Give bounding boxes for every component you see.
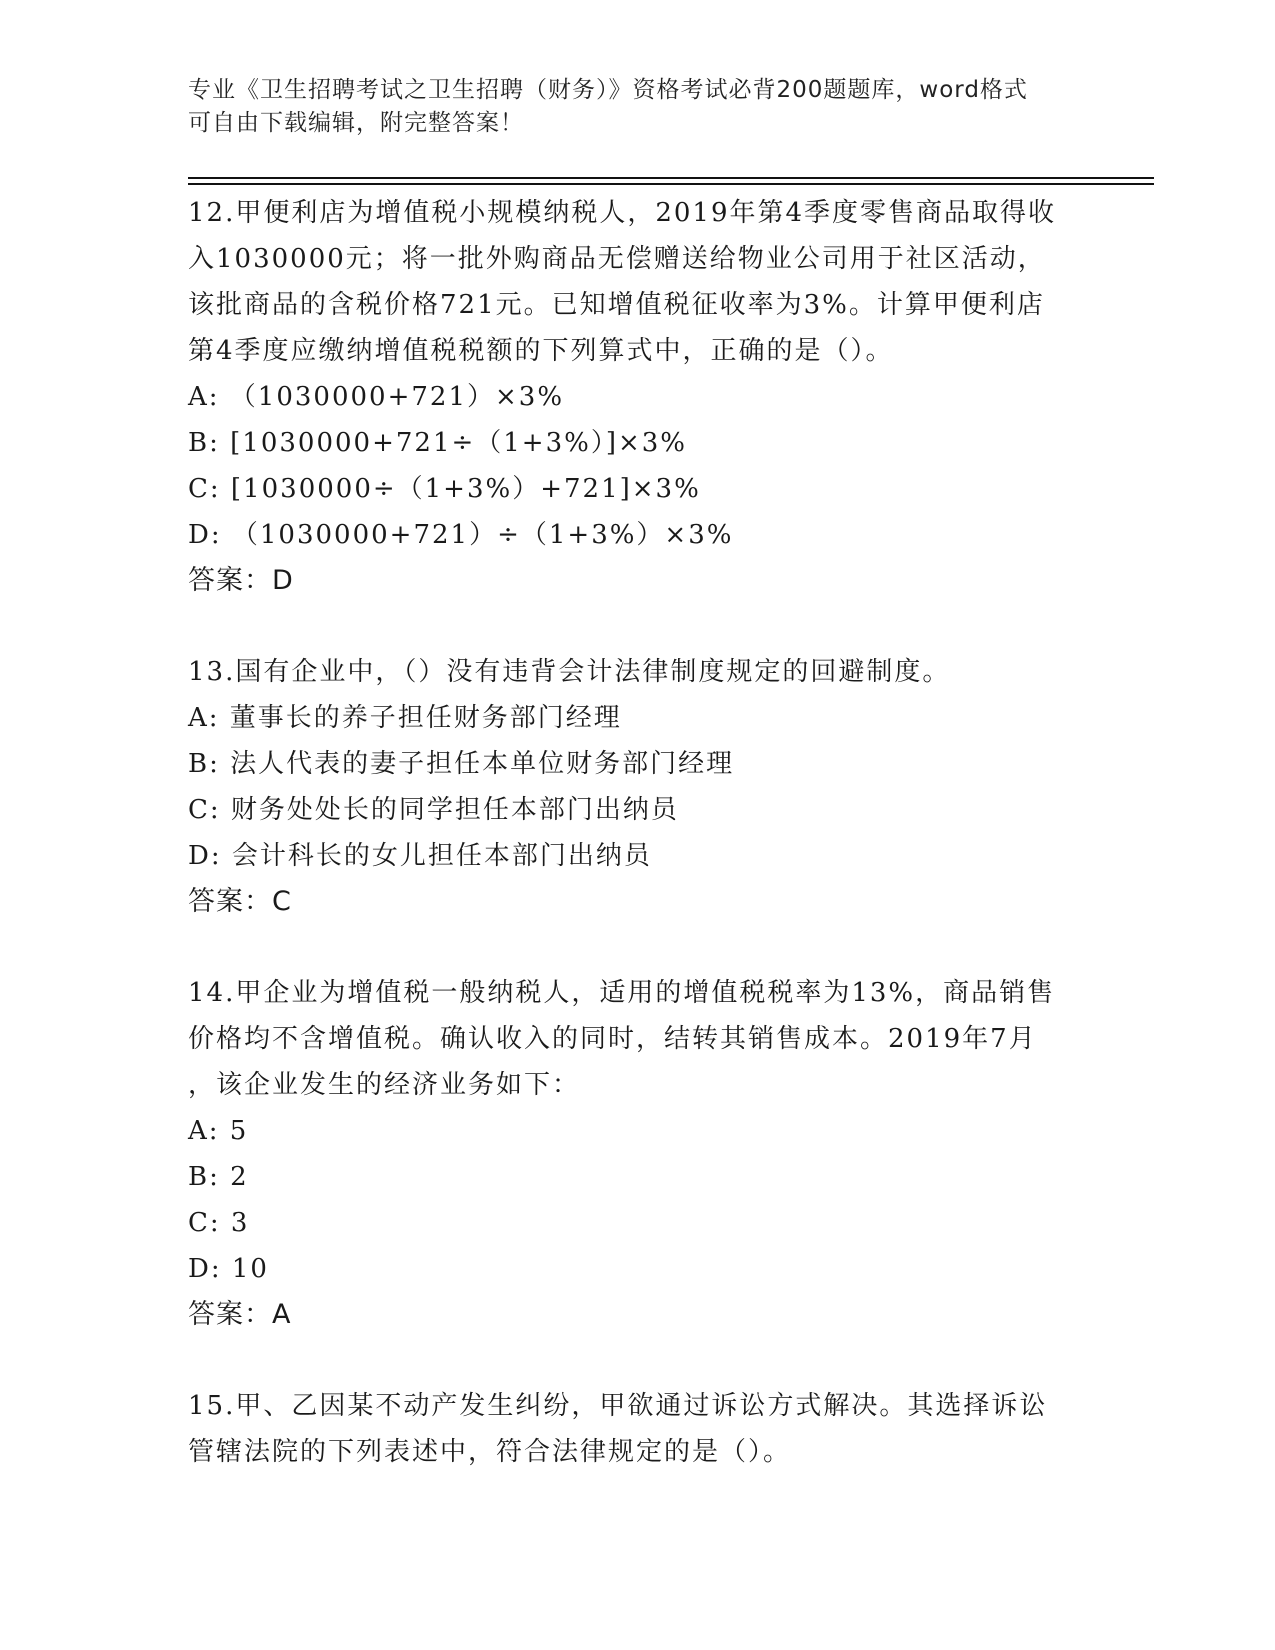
question-stem-line: 第4季度应缴纳增值税税额的下列算式中，正确的是（）。 [188, 336, 894, 366]
spacer [188, 925, 1088, 970]
question-stem-line: 管辖法院的下列表述中，符合法律规定的是（）。 [188, 1437, 792, 1467]
question-stem-line: 14.甲企业为增值税一般纳税人，适用的增值税税率为13%，商品销售 [188, 978, 1056, 1008]
answer-line: 答案：D [188, 565, 294, 596]
question-12 [188, 190, 1088, 604]
option-b: B: 2 [188, 1162, 249, 1192]
option-c: C: [1030000÷（1+3%）+721]×3% [188, 474, 701, 504]
question-list [188, 190, 1088, 1475]
question-14 [188, 970, 1088, 1338]
option-a: A: （1030000+721）×3% [188, 382, 565, 412]
answer-line: 答案：A [188, 1299, 292, 1330]
question-stem-line: 价格均不含增值税。确认收入的同时，结转其销售成本。2019年7月 [188, 1024, 1037, 1054]
header-line-1: 专业《卫生招聘考试之卫生招聘（财务）》资格考试必背200题题库，word格式 [188, 77, 1028, 103]
option-d: D: 会计科长的女儿担任本部门出纳员 [188, 841, 652, 871]
question-stem-line: 15.甲、乙因某不动产发生纠纷，甲欲通过诉讼方式解决。其选择诉讼 [188, 1391, 1048, 1421]
question-stem-line: 该批商品的含税价格721元。已知增值税征收率为3%。计算甲便利店 [188, 290, 1045, 320]
header-rule-bottom [188, 183, 1154, 185]
spacer [188, 1338, 1088, 1383]
document-header [188, 74, 1088, 140]
answer-line: 答案：C [188, 886, 292, 917]
question-stem-line: 13.国有企业中，（）没有违背会计法律制度规定的回避制度。 [188, 657, 951, 687]
question-stem-line: 12.甲便利店为增值税小规模纳税人，2019年第4季度零售商品取得收 [188, 198, 1057, 228]
header-line-2: 可自由下载编辑，附完整答案！ [188, 110, 524, 136]
question-13 [188, 649, 1088, 925]
option-a: A: 5 [188, 1116, 249, 1146]
option-d: D: （1030000+721）÷（1+3%）×3% [188, 520, 734, 550]
spacer [188, 604, 1088, 649]
option-c: C: 财务处处长的同学担任本部门出纳员 [188, 795, 679, 825]
question-stem-line: ，该企业发生的经济业务如下： [188, 1070, 581, 1100]
question-15 [188, 1383, 1088, 1475]
option-c: C: 3 [188, 1208, 250, 1238]
header-rule-top [188, 177, 1154, 179]
option-b: B: [1030000+721÷（1+3%）]×3% [188, 428, 688, 458]
option-d: D: 10 [188, 1254, 269, 1284]
option-b: B: 法人代表的妻子担任本单位财务部门经理 [188, 749, 735, 779]
option-a: A: 董事长的养子担任财务部门经理 [188, 703, 622, 733]
question-stem-line: 入1030000元；将一批外购商品无偿赠送给物业公司用于社区活动， [188, 244, 1046, 274]
